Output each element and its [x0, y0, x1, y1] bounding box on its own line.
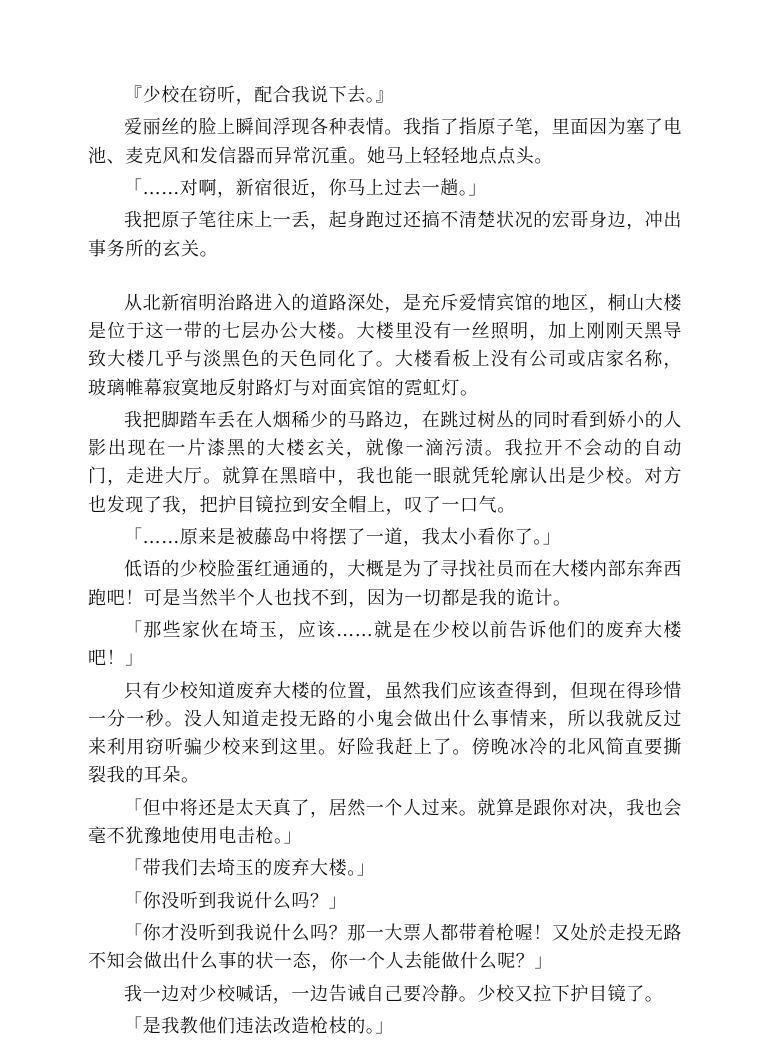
- paragraph: 从北新宿明治路进入的道路深处，是充斥爱情宾馆的地区，桐山大楼是位于这一带的七层办公大楼。大楼里没有一丝照明，加上刚刚天黑导致大楼几乎与淡黑色的天色同化了。大楼看板上没有公司或店家名称，玻璃帷幕寂寞地反射路灯与对面宾馆的霓虹灯。: [88, 292, 682, 399]
- paragraph: 「但中将还是太天真了，居然一个人过来。就算是跟你对决，我也会毫不犹豫地使用电击枪。」: [88, 797, 682, 847]
- paragraph: 「……对啊，新宿很近，你马上过去一趟。」: [124, 177, 487, 199]
- scene-break: [88, 268, 682, 290]
- paragraph: 低语的少校脸蛋红通通的，大概是为了寻找社员而在大楼内部东奔西跑吧！可是当然半个人也找不到，因为一切都是我的诡计。: [88, 559, 682, 609]
- paragraph: 只有少校知道废弃大楼的位置，虽然我们应该查得到，但现在得珍惜一分一秒。没人知道走投无路的小鬼会做出什么事情来，所以我就反过来利用窃听骗少校来到这里。好险我赶上了。傍晚冰冷的北风简直要撕裂我的耳朵。: [88, 680, 682, 787]
- paragraph: 我把脚踏车丢在人烟稀少的马路边，在跳过树丛的同时看到娇小的人影出现在一片漆黑的大楼玄关，就像一滴污渍。我拉开不会动的自动门，走进大厅。就算在黑暗中，我也能一眼就凭轮廓认出是少校。对方也发现了我，把护目镜拉到安全帽上，叹了一口气。: [88, 409, 682, 516]
- paragraph: 『少校在窃听，配合我说下去。』: [124, 85, 394, 106]
- paragraph: 我把原子笔往床上一丢，起身跑过还搞不清楚状况的宏哥身边，冲出事务所的玄关。: [88, 210, 682, 260]
- paragraph: 我一边对少校喊话，一边告诫自己要冷静。少校又拉下护目镜了。: [124, 983, 664, 1005]
- paragraph: 爱丽丝的脸上瞬间浮现各种表情。我指了指原子笔，里面因为塞了电池、麦克风和发信器而异常沉重。她马上轻轻地点点头。: [88, 117, 682, 167]
- paragraph: 「……原来是被藤岛中将摆了一道，我太小看你了。」: [124, 526, 562, 548]
- paragraph: 「那些家伙在埼玉，应该……就是在少校以前告诉他们的废弃大楼吧！」: [88, 619, 682, 670]
- body-text: [88, 82, 682, 1045]
- paragraph: 「你才没听到我说什么吗？那一大票人都带着枪喔！又处於走投无路不知会做出什么事的状一态，你一个人去能做什么呢？」: [88, 922, 682, 973]
- paragraph: 「带我们去埼玉的废弃大楼。」: [124, 858, 376, 880]
- paragraph: 「是我教他们违法改造枪枝的。」: [124, 1015, 394, 1037]
- paragraph: 「你没听到我说什么吗？」: [124, 890, 348, 912]
